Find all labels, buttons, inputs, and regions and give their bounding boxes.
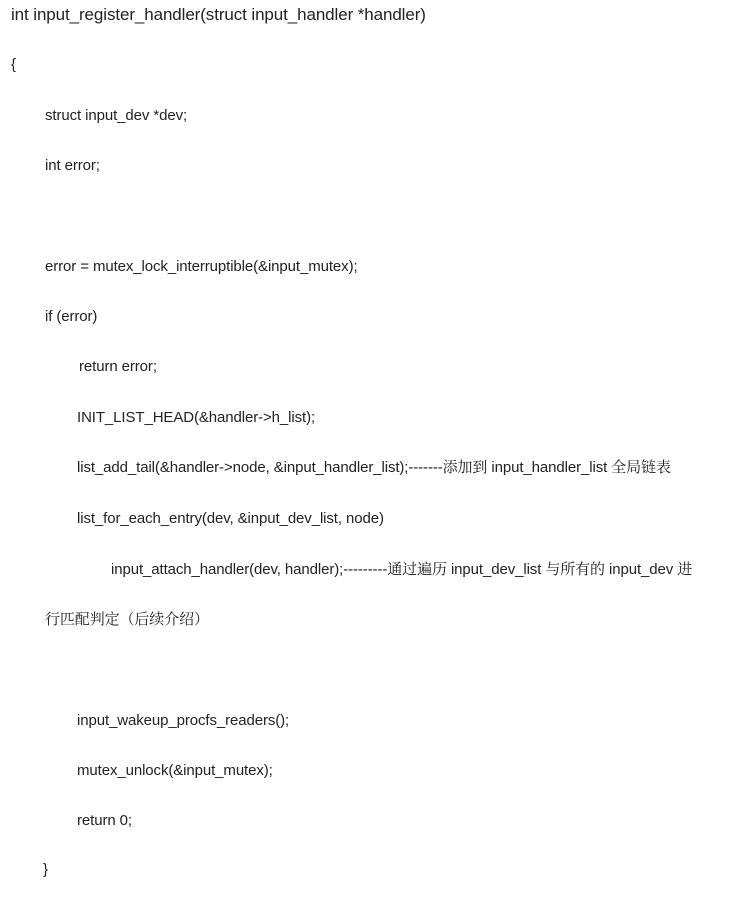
list-for-each-line: list_for_each_entry(dev, &input_dev_list, node) — [77, 510, 384, 527]
attach-handler-line: input_attach_handler(dev, handler);---------通过遍历 input_dev_list 与所有的 input_dev 进 — [111, 561, 693, 578]
if-error-line: if (error) — [45, 308, 98, 325]
mutex-lock-line: error = mutex_lock_interruptible(&input_mutex); — [45, 258, 358, 275]
init-list-head-line: INIT_LIST_HEAD(&handler->h_list); — [77, 409, 316, 426]
dev-declaration-line: struct input_dev *dev; — [45, 107, 188, 124]
wakeup-readers-line: input_wakeup_procfs_readers(); — [77, 712, 290, 729]
function-signature-line: int input_register_handler(struct input_handler *handler) — [11, 5, 426, 24]
return-zero-line: return 0; — [77, 812, 132, 829]
close-brace-line: } — [43, 861, 48, 878]
mutex-unlock-line: mutex_unlock(&input_mutex); — [77, 762, 273, 779]
list-add-tail-line: list_add_tail(&handler->node, &input_handler_list);-------添加到 input_handler_list 全局链表 — [77, 459, 671, 476]
error-declaration-line: int error; — [45, 157, 100, 174]
attach-handler-comment-continuation: 行匹配判定（后续介绍） — [45, 611, 209, 628]
open-brace-line: { — [11, 56, 16, 73]
return-error-line: return error; — [79, 358, 157, 375]
